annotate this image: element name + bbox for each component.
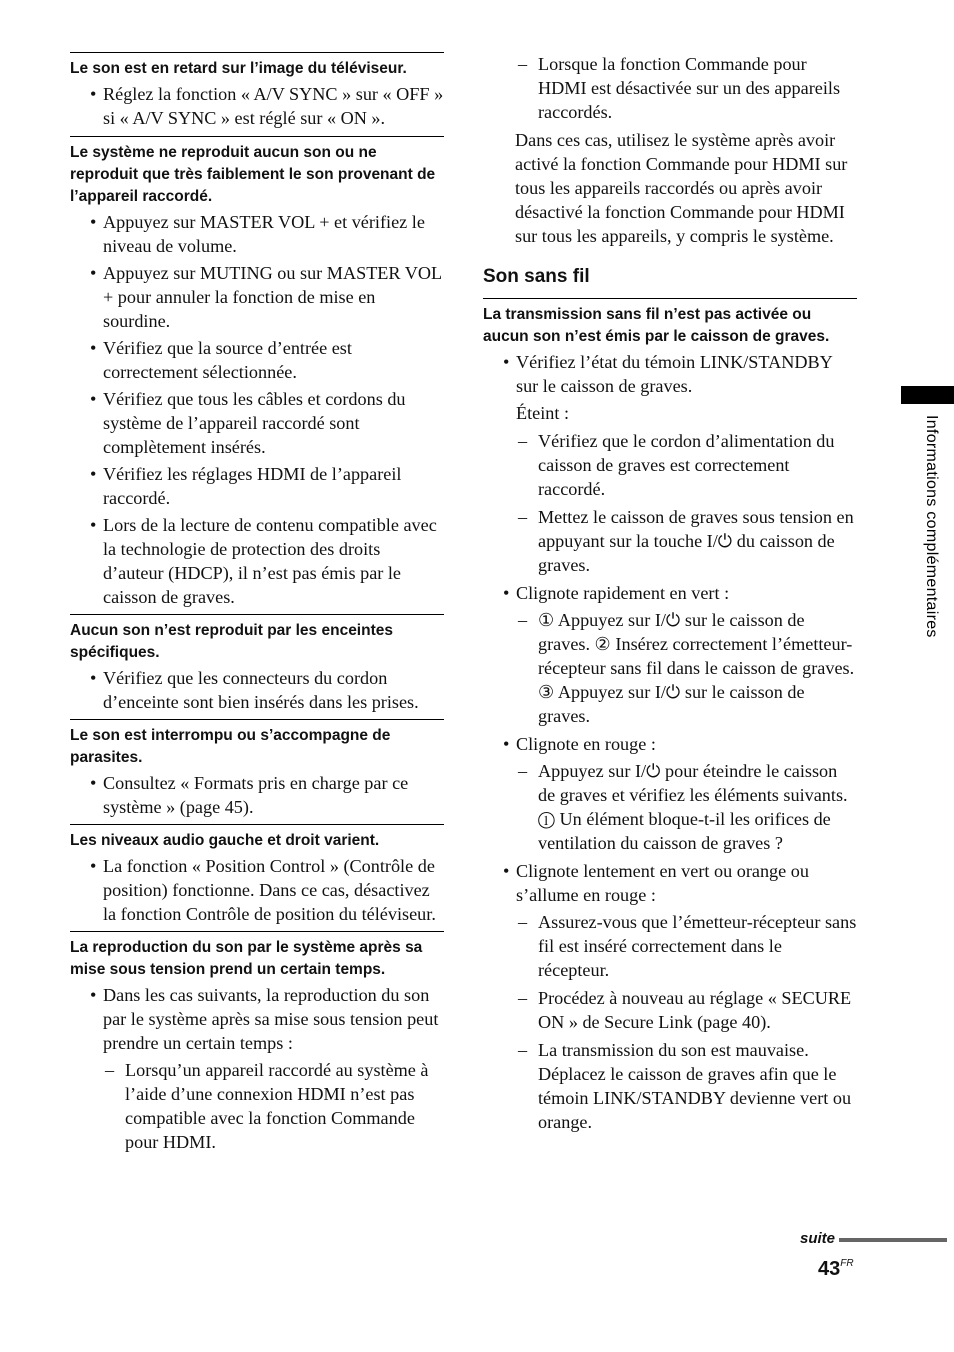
section-title: Son sans fil: [483, 266, 590, 287]
list-item: • Appuyez sur MASTER VOL + et vérifiez le niveau de volume.: [70, 210, 444, 258]
page-number-value: 43: [818, 1258, 841, 1280]
paragraph: Dans ces cas, utilisez le système après avoir activé la fonction Commande pour HDMI sur tous les appareils raccordés ou après avoir désactivé la fonction Commande pour HDMI sur tous les appareils, y compris le système.: [515, 130, 848, 246]
right-column: [483, 52, 857, 1138]
chapter-tab-marker: [901, 386, 954, 404]
chapter-label: Informations complémentaires: [923, 415, 940, 638]
page-number-suffix: FR: [840, 1258, 854, 1269]
continued-indicator: [800, 1230, 947, 1247]
section-heading: La transmission sans fil n’est pas activée ou aucun son n’est émis par le caisson de graves.: [483, 306, 830, 345]
sub-list-item: – Assurez-vous que l’émetteur-récepteur sans fil est inséré correctement dans le récepteur.: [483, 910, 857, 982]
sub-list-item: – La transmission du son est mauvaise. Déplacez le caisson de graves afin que le témoin LINK/STANDBY devienne vert ou orange.: [483, 1038, 857, 1134]
section-heading: Aucun son n’est reproduit par les enceintes spécifiques.: [70, 622, 393, 661]
list-item: • Clignote rapidement en vert :: [483, 581, 857, 605]
list-item: • La fonction « Position Control » (Contrôle de position) fonctionne. Dans ce cas, désactivez la fonction Contrôle de position du téléviseur.: [70, 854, 444, 926]
sub-list-item: – Mettez le caisson de graves sous tension en appuyant sur la touche I/⏻ du caisson de graves.: [483, 505, 857, 577]
section-heading: Le son est interrompu ou s’accompagne de parasites.: [70, 727, 391, 766]
list-item: • Clignote en rouge :: [483, 732, 857, 756]
sub-list-item: – Lorsque la fonction Commande pour HDMI est désactivée sur un des appareils raccordés.: [483, 52, 857, 124]
list-item: • Vérifiez que les connecteurs du cordon d’enceinte sont bien insérés dans les prises.: [70, 666, 444, 714]
list-item: • Consultez « Formats pris en charge par ce système » (page 45).: [70, 771, 444, 819]
divider: [70, 52, 444, 53]
section-heading: Le système ne reproduit aucun son ou ne reproduit que très faiblement le son provenant de l’appareil raccordé.: [70, 144, 436, 205]
divider: [70, 614, 444, 615]
list-item: • Vérifiez l’état du témoin LINK/STANDBY sur le caisson de graves.: [483, 350, 857, 398]
list-item: • Vérifiez les réglages HDMI de l’appareil raccordé.: [70, 462, 444, 510]
divider: [70, 136, 444, 137]
page-number: [818, 1258, 854, 1281]
divider: [70, 719, 444, 720]
sub-list-item: – ① Appuyez sur I/⏻ sur le caisson de graves. ② Insérez correctement l’émetteur-récepteur sans fil dans le caisson de graves. ③ Appuyez sur I/⏻ sur le caisson de graves.: [483, 608, 857, 728]
list-item: • Clignote lentement en vert ou orange ou s’allume en rouge :: [483, 859, 857, 907]
divider: [70, 824, 444, 825]
list-item: • Vérifiez que la source d’entrée est correctement sélectionnée.: [70, 336, 444, 384]
divider: [483, 298, 857, 299]
list-item: • Dans les cas suivants, la reproduction du son par le système après sa mise sous tension peut prendre un certain temps :: [70, 983, 444, 1055]
list-item: • Réglez la fonction « A/V SYNC » sur « OFF » si « A/V SYNC » est réglé sur « ON ».: [70, 82, 444, 130]
list-item: • Lors de la lecture de contenu compatible avec la technologie de protection des droits d’auteur (HDCP), il n’est pas émis par le caisson de graves.: [70, 513, 444, 609]
section-heading: La reproduction du son par le système après sa mise sous tension prend un certain temps.: [70, 939, 423, 978]
list-item: • Appuyez sur MUTING ou sur MASTER VOL + pour annuler la fonction de mise en sourdine.: [70, 261, 444, 333]
section-heading: Le son est en retard sur l’image du téléviseur.: [70, 60, 407, 77]
sub-list-item: – Vérifiez que le cordon d’alimentation du caisson de graves est correctement raccordé.: [483, 429, 857, 501]
sub-list-item: – Appuyez sur I/⏻ pour éteindre le caisson de graves et vérifiez les éléments suivants. ① Un élément bloque-t-il les orifices de ventilation du caisson de graves ?: [483, 759, 857, 855]
sub-list-item: – Lorsqu’un appareil raccordé au système à l’aide d’une connexion HDMI n’est pas compatible avec la fonction Commande pour HDMI.: [70, 1058, 444, 1154]
sub-list-item: – Procédez à nouveau au réglage « SECURE ON » de Secure Link (page 40).: [483, 986, 857, 1034]
section-heading: Les niveaux audio gauche et droit varient.: [70, 832, 380, 849]
left-column: [70, 52, 444, 1158]
status-note: Éteint :: [516, 403, 570, 423]
list-item: • Vérifiez que tous les câbles et cordons du système de l’appareil raccordé sont complètement insérés.: [70, 387, 444, 459]
continued-arrow-line: [839, 1238, 947, 1242]
continued-label: suite: [800, 1230, 836, 1247]
divider: [70, 931, 444, 932]
